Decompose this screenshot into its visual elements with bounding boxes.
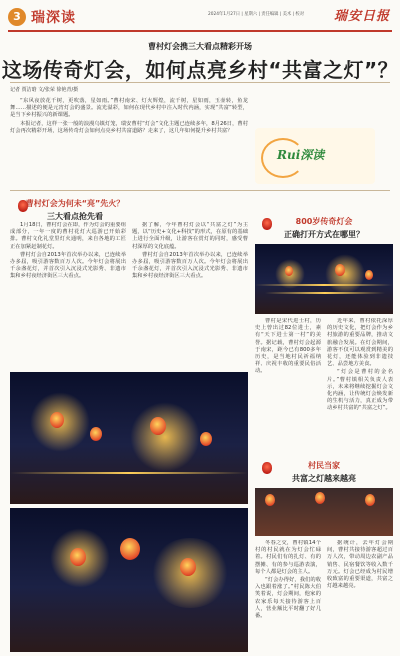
villagers-photo [255,488,393,536]
logo-text: Rui深读 [277,148,325,162]
page-header [0,0,400,34]
article-byline: 记者 贾洁晗 文/张荣 徐艳青/摄 [10,87,79,93]
section2-body-col2 [327,318,393,458]
section3-body [255,540,321,652]
headline-divider [10,82,390,83]
section-title: 瑞深读 [31,10,76,26]
section1-paragraph: 据了解，今年曹村灯会以“共富之灯”为主题，以“历史+文化+科技”的形式，在原有的基础上进行全面升级，让游客在赏灯的同时，感受曹村深厚的文化底蕴。 [132,222,248,250]
lead-divider [10,190,390,191]
section1-body [10,222,126,368]
section1-title-bottom: 三大看点抢先看 [47,212,103,221]
lead-text [10,98,248,136]
section2-paragraph: 近年来，曹村依托深厚的历史文化，把灯会作为乡村旅游的重要品牌，推动文旅融合发展。在灯会期间，游客不仅可以观赏到精美的花灯，还能体验到非遗技艺、品尝地方美食。 [327,318,393,368]
lantern-crowd-photo [10,508,248,652]
article-headline: 这场传奇灯会，如何点亮乡村“共富之灯”？ [1,58,399,82]
section2-title [255,216,393,240]
section3-paragraph: 冬春之交，曹村镇14个村的村民就在为灯会忙碌着。村民们有的扎灯、有的摆摊、有的参与巡游表演，每个人都是灯会的主人。 [255,540,321,575]
section1-body-col2 [132,222,248,368]
section2-title-bottom: 正确打开方式在哪里？ [284,230,364,239]
lead-paragraph: 本报记者，这样一张一般的浪漫乌镇灯笼，瑞安曹村“灯会”文化主题已连续多年，8月26日，曹村灯会再次精彩开场，这场传奇灯会如何点亮乡村共富道路？走来了，这几年如何提升乡村共富？ [10,120,248,134]
issue-meta: 2024年1月27日 | 星期六 | 责任编辑 | 美术 | 校对 [208,12,305,17]
section-number-badge: 3 [8,8,26,26]
lead-paragraph: “东风夜放花千树，更吹落，星如雨。”曹村南宋、灯火辉煌，流千树，星如雨，玉壶转，鱼龙舞……描述的便是元宵灯会的盛景。流光溢彩，如何在现代乡村中注入时代内涵，实现“共富”转型，是当下乡村振兴的新课题。 [10,98,248,119]
section1-paragraph: 曹村灯会自2013年首次举办以来，已连续举办多届，吸引游客数百万人次。今年灯会将展出千余盏花灯，并首次引入沉浸式光影秀、非遗市集和乡村夜经济街区三大看点。 [10,251,126,280]
newspaper-logo: 瑞安日报 [333,9,390,24]
article-kicker: 曹村灯会携三大看点精彩开场 [148,42,252,51]
section2-paragraph: “灯会是曹村的金名片。”曹村镇相关负责人表示，未来将继续挖掘灯会文化内涵，让传统灯会焕发新的生机与活力，真正成为带动乡村共富的“共富之灯”。 [327,369,393,412]
lantern-festival-photo [255,244,393,314]
section3-title [255,460,393,484]
rui-deep-read-logo [255,128,375,184]
section3-title-bottom: 共富之灯越来越亮 [292,474,356,483]
section1-paragraph: 曹村灯会自2013年首次举办以来，已连续举办多届，吸引游客数百万人次。今年灯会将展出千余盏花灯，并首次引入沉浸式光影秀、非遗市集和乡村夜经济街区三大看点。 [132,251,248,280]
section2-paragraph: 曹村是宋代进士村，历史上曾出过82位进士，素有“天下进士第一村”的美誉。据记载，曹村灯会起源于南宋，距今已有800多年历史，是当地村民祈福纳祥、庆祝丰收的重要民俗活动。 [255,318,321,375]
section2-title-top: 800岁传奇灯会 [295,217,353,226]
section3-body-col2 [327,540,393,652]
lantern-street-photo [10,372,248,504]
section1-title [10,198,140,222]
section3-title-top: 村民当家 [308,461,340,470]
header-divider [8,30,392,32]
section1-title-top: 曹村灯会为何未“亮”先火？ [25,199,125,208]
section1-paragraph: 1月18日，曹村灯会在即，作为灯会的重要组成部分，一年一度的曹村花灯大巡游已开始彩排。曹村文化礼堂里灯火通明，来自各地的工匠正在加紧赶制花灯。 [10,222,126,250]
section3-paragraph: “灯会办得好，我们的收入也跟着涨了。”村民陈大伯笑着说，灯会期间，他家的农家乐每天接待游客上百人，营业额比平时翻了好几番。 [255,577,321,620]
section2-body [255,318,321,458]
section3-paragraph: 据统计，去年灯会期间，曹村共接待游客超过百万人次，带动周边农副产品销售、民宿餐饮等收入数千万元。灯会已经成为村民增收致富的重要渠道，共富之灯越来越亮。 [327,540,393,590]
